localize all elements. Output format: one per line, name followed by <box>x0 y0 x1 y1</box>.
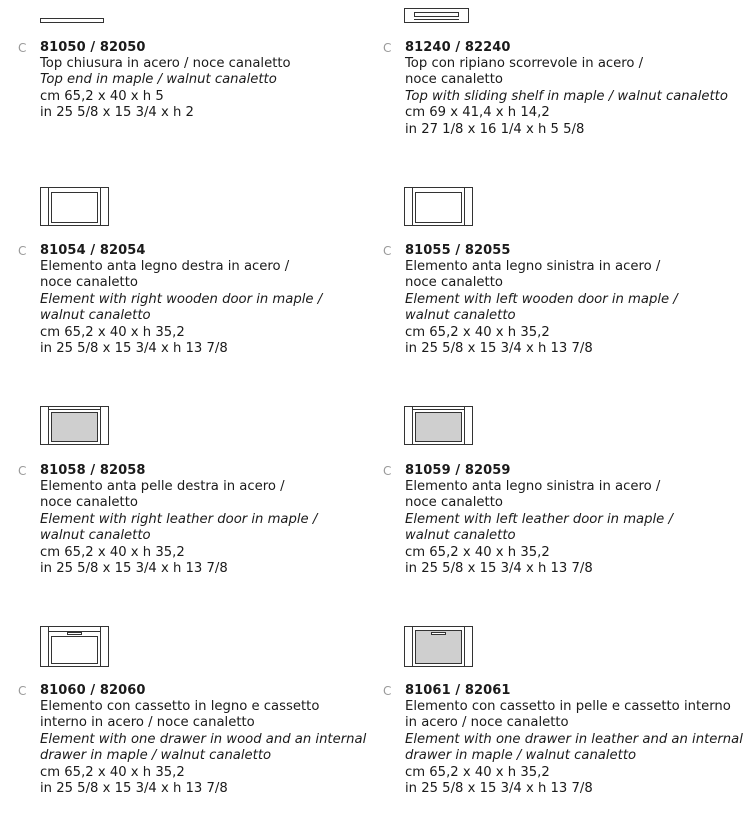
product-marker: C <box>18 244 27 258</box>
italian-description: Elemento con cassetto in legno e cassetto <box>40 699 320 714</box>
dimensions-in: in 25 5/8 x 15 3/4 x h 13 7/8 <box>40 781 228 797</box>
product-code: 81061 / 82061 <box>405 683 511 698</box>
product-marker: C <box>383 464 392 478</box>
product-code: 81240 / 82240 <box>405 40 511 55</box>
product-code: 81055 / 82055 <box>405 243 511 258</box>
english-description: Element with right leather door in maple / <box>40 511 318 527</box>
italian-description: noce canaletto <box>405 72 503 88</box>
english-description: Element with left leather door in maple / <box>405 511 673 527</box>
dimensions-in: in 25 5/8 x 15 3/4 x h 13 7/8 <box>40 341 228 357</box>
dimensions-in: in 25 5/8 x 15 3/4 x h 13 7/8 <box>405 781 593 797</box>
italian-description: Top chiusura in acero / noce canaletto <box>40 56 291 71</box>
top-sliding-shelf-icon <box>404 8 470 24</box>
product-code: 81058 / 82058 <box>40 463 146 478</box>
italian-description: Elemento anta legno sinistra in acero / <box>405 479 661 494</box>
product-code: 81059 / 82059 <box>405 463 511 478</box>
italian-description: Elemento anta legno destra in acero / <box>40 259 290 274</box>
product-81061 <box>383 683 745 797</box>
dimensions-in: in 25 5/8 x 15 3/4 x h 13 7/8 <box>40 561 228 577</box>
product-code: 81054 / 82054 <box>40 243 146 258</box>
product-marker: C <box>18 684 27 698</box>
english-description: Element with one drawer in wood and an internal <box>40 731 367 747</box>
dimensions-cm: cm 65,2 x 40 x h 35,2 <box>405 544 550 560</box>
english-description: drawer in maple / walnut canaletto <box>405 748 637 764</box>
dimensions-in: in 25 5/8 x 15 3/4 x h 2 <box>40 105 194 121</box>
english-description: Element with right wooden door in maple / <box>40 291 323 307</box>
wooden-door-icon <box>404 187 474 227</box>
product-81054 <box>18 243 380 357</box>
product-81050 <box>18 40 380 122</box>
english-description: walnut canaletto <box>40 528 151 544</box>
italian-description: Top con ripiano scorrevole in acero / <box>405 56 644 71</box>
wooden-drawer-icon <box>40 626 110 668</box>
product-code: 81050 / 82050 <box>40 40 146 55</box>
italian-description: Elemento anta pelle destra in acero / <box>40 479 285 494</box>
italian-description: noce canaletto <box>40 495 138 511</box>
italian-description: interno in acero / noce canaletto <box>40 715 255 731</box>
dimensions-cm: cm 65,2 x 40 x h 35,2 <box>40 544 185 560</box>
top-end-icon <box>40 16 104 24</box>
leather-drawer-icon <box>404 626 474 668</box>
italian-description: in acero / noce canaletto <box>405 715 569 731</box>
product-81055 <box>383 243 745 357</box>
english-description: Top with sliding shelf in maple / walnut canaletto <box>405 88 728 104</box>
english-description: Top end in maple / walnut canaletto <box>40 72 277 88</box>
dimensions-cm: cm 65,2 x 40 x h 35,2 <box>40 764 185 780</box>
english-description: walnut canaletto <box>40 308 151 324</box>
english-description: Element with one drawer in leather and an internal <box>405 731 743 747</box>
english-description: walnut canaletto <box>405 308 516 324</box>
product-code: 81060 / 82060 <box>40 683 146 698</box>
italian-description: Elemento con cassetto in pelle e cassetto interno <box>405 699 731 714</box>
leather-door-icon <box>404 406 474 446</box>
italian-description: noce canaletto <box>405 495 503 511</box>
dimensions-cm: cm 65,2 x 40 x h 35,2 <box>40 324 185 340</box>
product-marker: C <box>18 464 27 478</box>
product-marker: C <box>383 41 392 55</box>
dimensions-cm: cm 65,2 x 40 x h 5 <box>40 88 164 104</box>
dimensions-in: in 25 5/8 x 15 3/4 x h 13 7/8 <box>405 561 593 577</box>
leather-door-icon <box>40 406 110 446</box>
wooden-door-icon <box>40 187 110 227</box>
italian-description: Elemento anta legno sinistra in acero / <box>405 259 661 274</box>
product-81059 <box>383 463 745 577</box>
english-description: Element with left wooden door in maple / <box>405 291 678 307</box>
product-81058 <box>18 463 380 577</box>
product-marker: C <box>383 684 392 698</box>
italian-description: noce canaletto <box>405 275 503 291</box>
english-description: drawer in maple / walnut canaletto <box>40 748 272 764</box>
product-marker: C <box>383 244 392 258</box>
italian-description: noce canaletto <box>40 275 138 291</box>
dimensions-in: in 25 5/8 x 15 3/4 x h 13 7/8 <box>405 341 593 357</box>
product-marker: C <box>18 41 27 55</box>
dimensions-cm: cm 65,2 x 40 x h 35,2 <box>405 324 550 340</box>
dimensions-cm: cm 69 x 41,4 x h 14,2 <box>405 105 550 121</box>
product-81240 <box>383 40 745 138</box>
english-description: walnut canaletto <box>405 528 516 544</box>
dimensions-in: in 27 1/8 x 16 1/4 x h 5 5/8 <box>405 121 585 137</box>
product-81060 <box>18 683 380 797</box>
dimensions-cm: cm 65,2 x 40 x h 35,2 <box>405 764 550 780</box>
